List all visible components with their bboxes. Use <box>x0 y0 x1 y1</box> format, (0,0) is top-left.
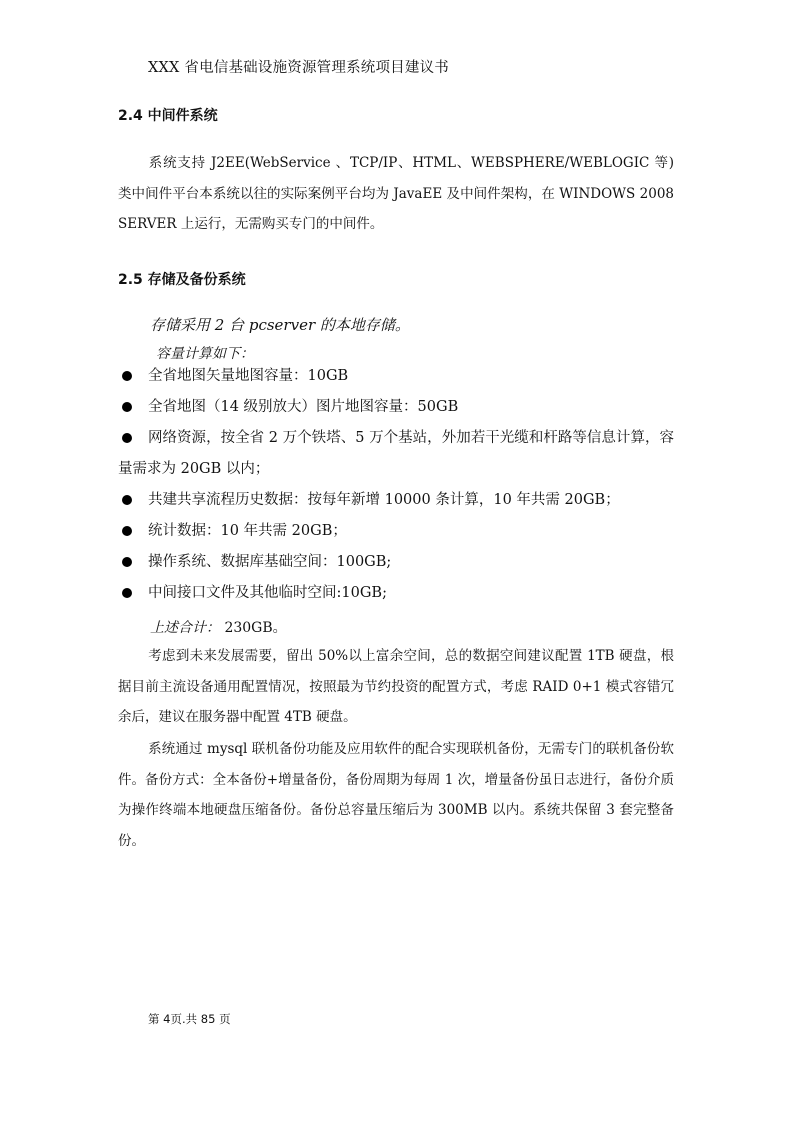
middleware-paragraph <box>118 148 674 240</box>
document-header-title: XXX 省电信基础设施资源管理系统项目建议书 <box>148 60 449 76</box>
bullet-icon <box>122 526 132 536</box>
backup-paragraph <box>118 734 674 856</box>
total-line <box>150 617 287 637</box>
disk-config-paragraph-text: 考虑到未来发展需要，留出 50%以上富余空间，总的数据空间建议配置 1TB 硬盘，根据目前主流设备通用配置情况，按照最为节约投资的配置方式，考虑 RAID 0+1 模式容错冗余后，建议在服务器中配置 4TB 硬盘。 <box>118 648 674 725</box>
list-item: 共建共享流程历史数据：按每年新增 10000 条计算，10 年共需 20GB； <box>118 485 674 516</box>
middleware-paragraph-text: 系统支持 J2EE(WebService 、TCP/IP、HTML、WEBSPHERE/WEBLOGIC 等)类中间件平台本系统以往的实际案例平台均为 JavaEE 及中间件架构，在 WINDOWS 2008 SERVER 上运行，无需购买专门的中间件。 <box>118 155 674 232</box>
disk-config-paragraph <box>118 641 674 733</box>
section-heading-middleware: 2.4 中间件系统 <box>118 108 218 124</box>
total-value: 230GB。 <box>224 620 287 636</box>
bullet-icon <box>122 588 132 598</box>
list-item: 网络资源，按全省 2 万个铁塔、5 万个基站，外加若干光缆和杆路等信息计算，容量需求为 20GB 以内； <box>118 430 674 477</box>
list-item: 操作系统、数据库基础空间：100GB; <box>118 547 674 578</box>
bullet-icon <box>122 557 132 567</box>
bullet-icon <box>122 371 132 381</box>
bullet-icon <box>122 495 132 505</box>
list-item: 全省地图矢量地图容量：10GB <box>118 361 674 392</box>
page-number-footer: 第 4页.共 85 页 <box>148 1012 231 1026</box>
list-item: 全省地图（14 级别放大）图片地图容量：50GB <box>118 392 674 423</box>
capacity-intro-line: 容量计算如下： <box>156 346 254 362</box>
storage-intro-line: 存储采用 2 台 pcserver 的本地存储。 <box>150 316 410 334</box>
list-item: 统计数据：10 年共需 20GB； <box>118 516 674 547</box>
capacity-bullet-list <box>118 361 674 609</box>
section-heading-storage: 2.5 存储及备份系统 <box>118 272 246 288</box>
bullet-icon <box>122 402 132 412</box>
bullet-icon <box>122 433 132 443</box>
list-item: 中间接口文件及其他临时空间:10GB; <box>118 578 674 609</box>
backup-paragraph-text: 系统通过 mysql 联机备份功能及应用软件的配合实现联机备份，无需专门的联机备份软件。备份方式：全本备份+增量备份，备份周期为每周 1 次，增量备份虽日志进行，备份介质为操作终端本地硬盘压缩备份。备份总容量压缩后为 300MB 以内。系统共保留 3 套完整备份。 <box>118 741 674 849</box>
total-label: 上述合计： <box>150 620 220 636</box>
